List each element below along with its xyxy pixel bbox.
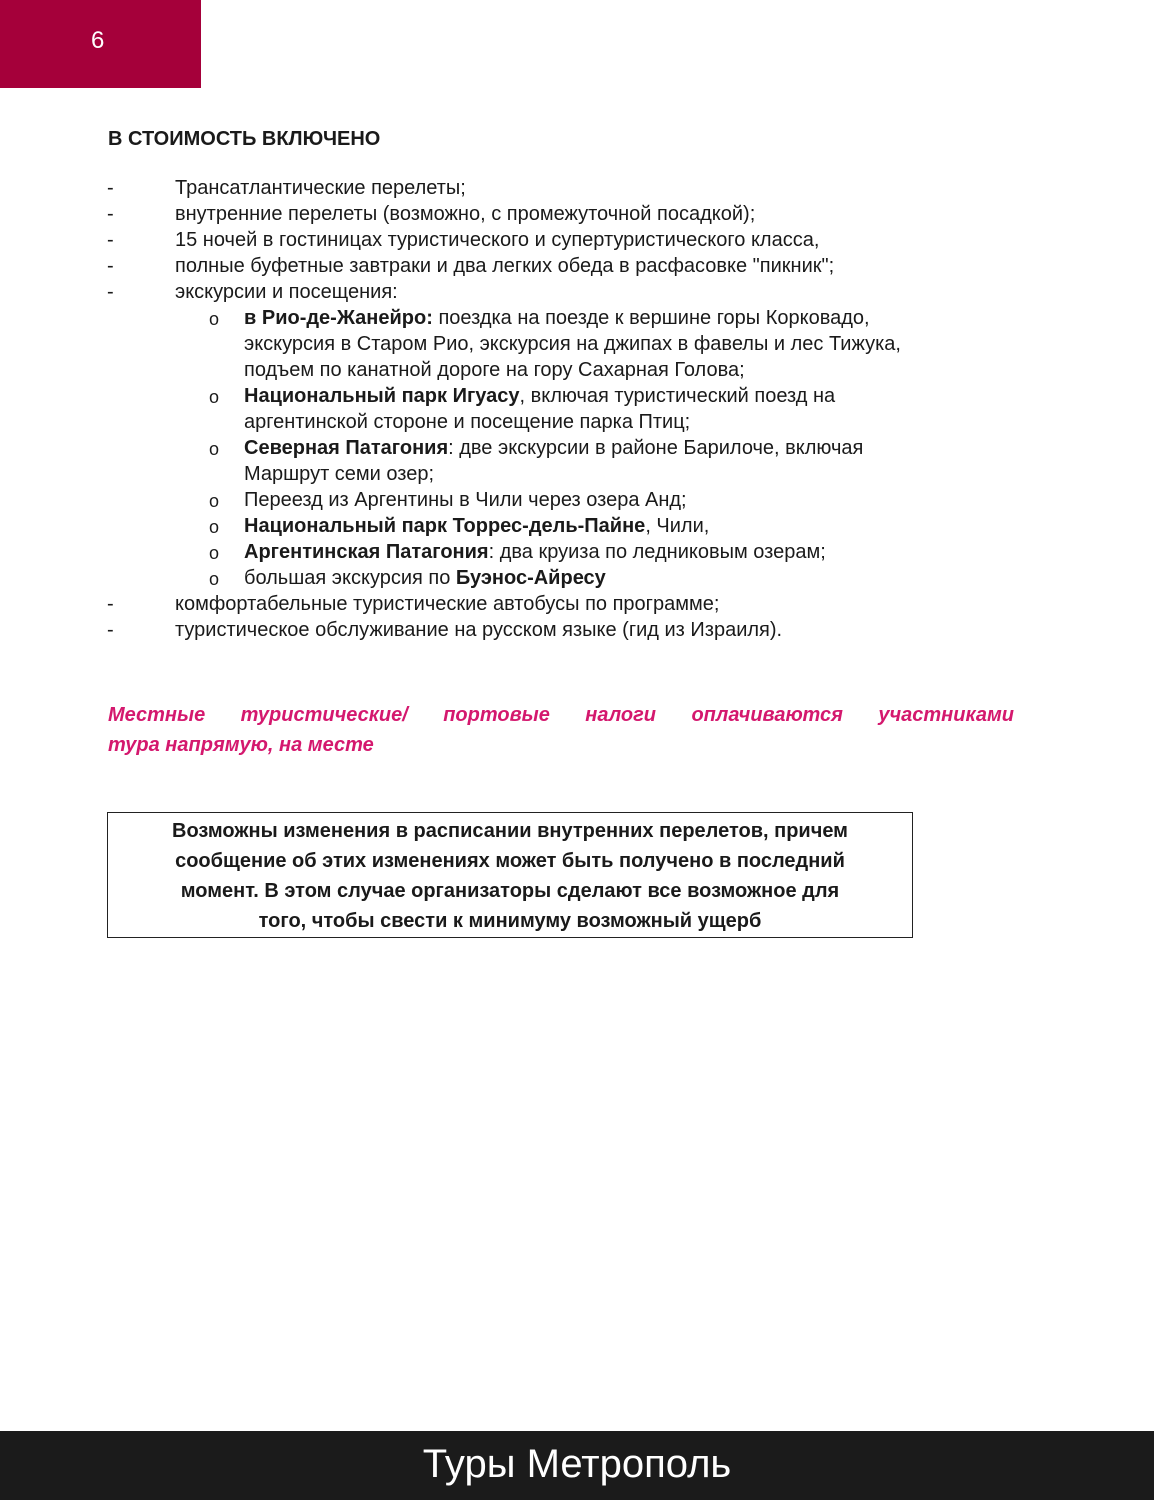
tax-note (108, 700, 1014, 760)
section-heading: В СТОИМОСТЬ ВКЛЮЧЕНО (108, 128, 381, 150)
sub-item-buenos-aires (0, 565, 1154, 591)
warning-line: того, чтобы свести к минимуму возможный ущерб (258, 910, 762, 932)
list-item (0, 253, 1154, 279)
circle-bullet-icon: o (209, 439, 220, 459)
sub-item-text: , Чили, (645, 515, 710, 537)
footer-title: Туры Метрополь (422, 1442, 732, 1486)
sub-item-andes (0, 487, 1154, 513)
sub-item-continuation (0, 461, 1154, 487)
circle-bullet-icon: o (209, 569, 220, 589)
dash-marker: - (107, 229, 114, 251)
list-item-text: полные буфетные завтраки и два легких обеда в расфасовке "пикник"; (175, 255, 835, 277)
sub-item-text: Маршрут семи озер; (244, 463, 435, 485)
warning-line: момент. В этом случае организаторы сделают все возможное для (180, 880, 840, 902)
sub-item-bold: Аргентинская Патагония (244, 541, 489, 563)
dash-marker: - (107, 593, 114, 615)
warning-line: сообщение об этих изменениях может быть получено в последний (175, 850, 845, 872)
list-item-text: комфортабельные туристические автобусы по программе; (175, 593, 720, 615)
sub-item-bold: Буэнос-Айресу (455, 567, 606, 589)
tax-note-line: Местные туристические/ портовые налоги оплачиваются участниками (108, 704, 1014, 726)
dash-marker: - (107, 203, 114, 225)
list-item (0, 175, 1154, 201)
sub-item-continuation (0, 409, 1154, 435)
sub-item-continuation (0, 357, 1154, 383)
sub-item-text: экскурсия в Старом Рио, экскурсия на джипах в фавелы и лес Тижука, (244, 333, 901, 355)
list-item (0, 227, 1154, 253)
circle-bullet-icon: o (209, 491, 220, 511)
included-list (0, 175, 1154, 643)
sub-item-north-patagonia (0, 435, 1154, 461)
list-item-text: экскурсии и посещения: (175, 281, 398, 303)
warning-line: Возможны изменения в расписании внутренних перелетов, причем (172, 820, 848, 842)
sub-item-continuation (0, 331, 1154, 357)
sub-item-torres (0, 513, 1154, 539)
sub-item-text: аргентинской стороне и посещение парка Птиц; (244, 411, 691, 433)
sub-item-text: подъем по канатной дороге на гору Сахарная Голова; (244, 359, 745, 381)
sub-item-bold: Северная Патагония (244, 437, 449, 459)
sub-item-bold: Национальный парк Игуасу (244, 385, 520, 407)
sub-item-argentine-patagonia (0, 539, 1154, 565)
page-number-badge (0, 0, 201, 88)
footer-bar (0, 1431, 1154, 1500)
sub-item-text: : две экскурсии в районе Барилоче, включая (448, 437, 864, 459)
list-item (0, 279, 1154, 305)
sub-item-iguazu (0, 383, 1154, 409)
list-item (0, 201, 1154, 227)
circle-bullet-icon: o (209, 517, 220, 537)
sub-item-text: поездка на поезде к вершине горы Корковадо, (432, 307, 870, 329)
page-number: 6 (91, 27, 105, 54)
dash-marker: - (107, 619, 114, 641)
sub-item-text: : два круиза по ледниковым озерам; (488, 541, 826, 563)
list-item-text: 15 ночей в гостиницах туристического и супертуристического класса, (175, 229, 820, 251)
dash-marker: - (107, 255, 114, 277)
sub-item-text: , включая туристический поезд на (519, 385, 836, 407)
sub-item-text: Переезд из Аргентины в Чили через озера Анд; (244, 489, 687, 511)
sub-item-bold: Национальный парк Торрес-дель-Пайне (244, 515, 646, 537)
dash-marker: - (107, 177, 114, 199)
sub-item-bold: в Рио-де-Жанейро: (244, 307, 433, 329)
schedule-warning-box (107, 812, 913, 938)
list-item-text: Трансатлантические перелеты; (175, 177, 466, 199)
list-item-text: туристическое обслуживание на русском языке (гид из Израиля). (175, 619, 783, 641)
list-item (0, 591, 1154, 617)
dash-marker: - (107, 281, 114, 303)
circle-bullet-icon: o (209, 309, 220, 329)
list-item-text: внутренние перелеты (возможно, с промежуточной посадкой); (175, 203, 756, 225)
sub-item-text: большая экскурсия по (244, 567, 456, 589)
tax-note-line: тура напрямую, на месте (108, 734, 374, 756)
circle-bullet-icon: o (209, 387, 220, 407)
sub-item-rio (0, 305, 1154, 331)
circle-bullet-icon: o (209, 543, 220, 563)
list-item (0, 617, 1154, 643)
